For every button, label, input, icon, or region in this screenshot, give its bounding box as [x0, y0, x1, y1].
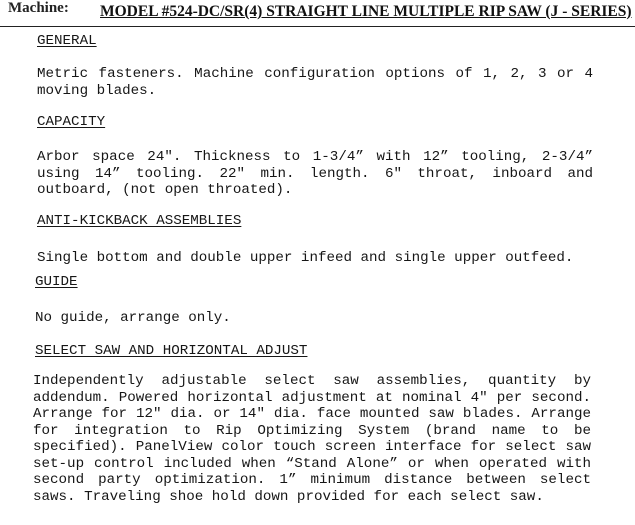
section-heading-select-saw: SELECT SAW AND HORIZONTAL ADJUST [35, 343, 308, 359]
section-heading-capacity: CAPACITY [37, 114, 106, 130]
header-rule [0, 26, 635, 27]
section-heading-guide: GUIDE [35, 274, 78, 290]
section-heading-anti-kickback: ANTI-KICKBACK ASSEMBLIES [37, 213, 242, 229]
section-body-anti-kickback: Single bottom and double upper infeed and single upper outfeed. [37, 250, 574, 266]
model-title: MODEL #524-DC/SR(4) STRAIGHT LINE MULTIPLE RIP SAW (J - SERIES) [100, 3, 632, 20]
machine-label: Machine: [8, 0, 69, 16]
section-body-select-saw: Independently adjustable select saw assemblies, quantity by addendum. Powered horizontal adjustment at nominal 4" per second. Arrange for 12" dia. or 14" dia. face mounted saw blades. Arrange for integration to Rip Optimizing System (brand name to be specified). PanelView color touch screen interface for select saw set-up control included when “Stand Alone” or when operated with second party optimization. 1” minimum distance between select saws. Traveling shoe hold down provided for each select saw. [33, 373, 591, 505]
section-body-capacity: Arbor space 24". Thickness to 1-3/4” with 12” tooling, 2-3/4” using 14” tooling. 22" min. length. 6" throat, inboard and outboard, (not open throated). [37, 149, 593, 198]
section-body-general: Metric fasteners. Machine configuration options of 1, 2, 3 or 4 moving blades. [37, 66, 593, 99]
section-body-guide: No guide, arrange only. [35, 310, 231, 326]
section-heading-general: GENERAL [37, 33, 97, 49]
